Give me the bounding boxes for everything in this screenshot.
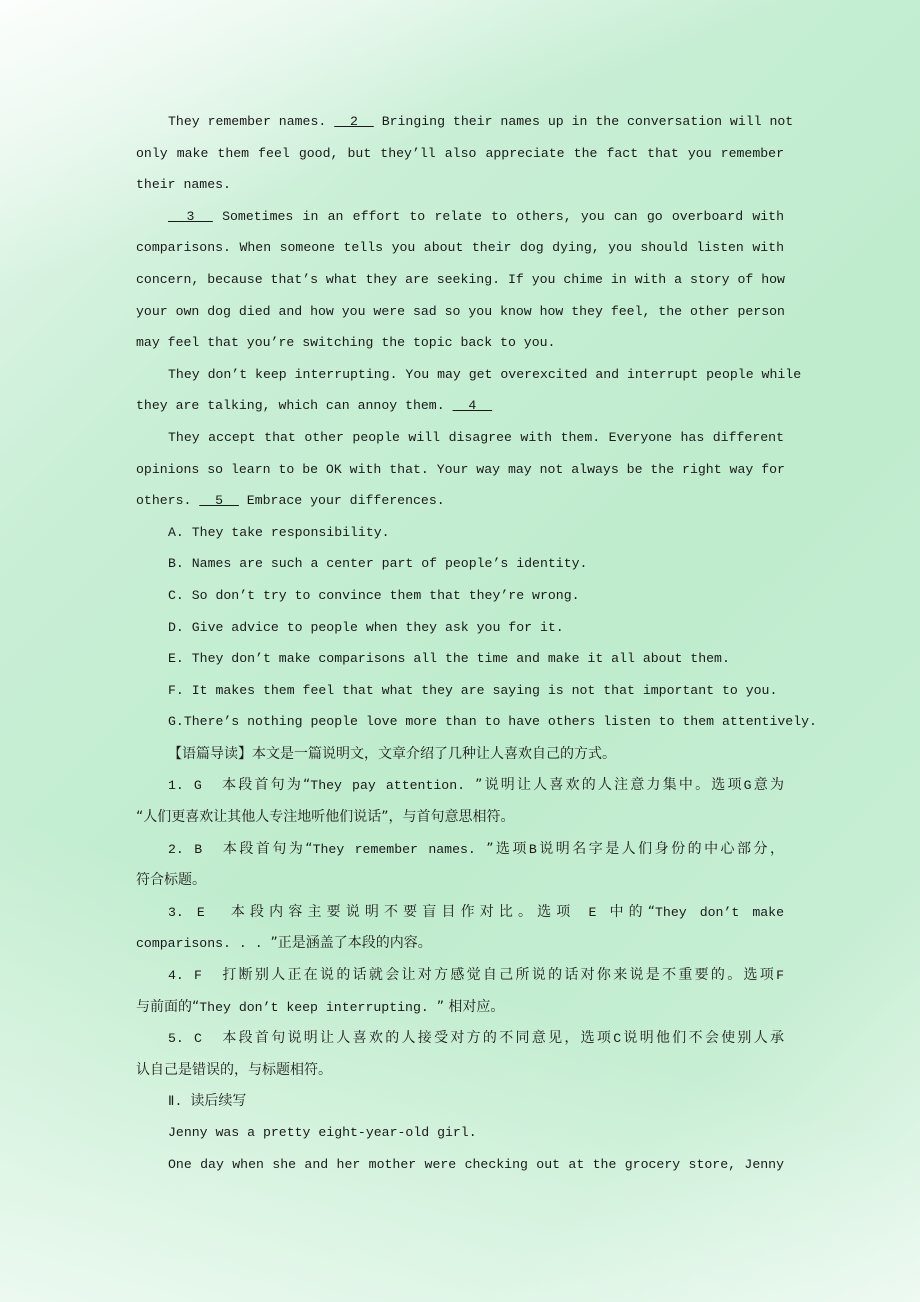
answer-blank: 3 xyxy=(168,208,213,224)
chinese-text: 中的“ xyxy=(609,903,656,920)
answer-blank: 5 xyxy=(199,493,239,509)
text-segment: F. It makes them feel that what they are saying is not that important to you. xyxy=(168,682,778,698)
chinese-text: 说明他们不会使别人承 xyxy=(621,1030,785,1047)
text-line xyxy=(136,206,784,238)
text-line xyxy=(136,838,784,870)
text-segment: only make them feel good, but they’ll also appreciate the fact that you remember xyxy=(136,145,784,161)
chinese-text: ”正是涵盖了本段的内容。 xyxy=(270,935,432,952)
chinese-text: 【语篇导读】本文是一篇说明文，文章介绍了几种让人喜欢自己的方式。 xyxy=(168,745,616,762)
text-segment: Jenny was a pretty eight-year-old girl. xyxy=(168,1125,477,1140)
text-line xyxy=(136,932,784,964)
text-line xyxy=(136,459,784,491)
text-segment: Embrace your differences. xyxy=(238,493,445,509)
chinese-text: 本段内容主要说明不要盲目作对比。选项 xyxy=(230,903,576,920)
text-line xyxy=(136,869,784,901)
text-line xyxy=(136,522,784,554)
text-segment: 2. B xyxy=(168,841,223,857)
text-line xyxy=(136,332,784,364)
text-segment: C. So don’t try to convince them that they’re wrong. xyxy=(168,587,580,603)
text-line xyxy=(136,617,784,649)
text-segment: G xyxy=(743,778,752,794)
chinese-text: 本段首句说明让人喜欢的人接受对方的不同意见，选项 xyxy=(222,1030,614,1047)
text-segment: 5. C xyxy=(168,1031,223,1047)
text-line xyxy=(136,901,784,933)
text-segment: Ⅱ. xyxy=(168,1094,191,1110)
chinese-text: “人们更喜欢让其他人专注地听他们说话”，与首句意思相符。 xyxy=(136,809,515,826)
chinese-text: ” 相对应。 xyxy=(436,998,505,1015)
text-line xyxy=(136,996,784,1028)
text-segment: They accept that other people will disagree with them. Everyone has different xyxy=(168,429,784,445)
text-line xyxy=(136,1027,784,1059)
text-segment: They don’t keep interrupting. You may get overexcited and interrupt people while xyxy=(168,366,802,382)
text-line xyxy=(136,648,784,680)
text-line xyxy=(136,490,784,522)
text-segment: They remember names. xyxy=(312,841,487,857)
answer-blank: 4 xyxy=(452,398,493,414)
text-line xyxy=(136,143,784,175)
text-segment: 1. G xyxy=(168,778,223,794)
chinese-text: 读后续写 xyxy=(190,1093,247,1110)
document-body xyxy=(136,111,817,1185)
text-segment: C xyxy=(613,1031,622,1047)
chinese-text: 符合标题。 xyxy=(136,872,206,889)
chinese-text: 说明名字是人们身份的中心部分， xyxy=(536,840,784,857)
text-line xyxy=(136,111,794,143)
text-line xyxy=(136,1059,784,1091)
text-line xyxy=(136,269,784,301)
text-segment: opinions so learn to be OK with that. Your way may not always be the right way for xyxy=(136,461,785,477)
text-line xyxy=(136,395,784,427)
text-segment: they are talking, which can annoy them. xyxy=(136,398,453,414)
text-segment: F xyxy=(776,968,784,984)
chinese-text: ”说明让人喜欢的人注意力集中。选项 xyxy=(475,777,744,794)
chinese-text: 认自己是错误的，与标题相符。 xyxy=(136,1061,332,1078)
text-line xyxy=(136,680,784,712)
text-segment: They don’t keep interrupting. xyxy=(199,999,437,1015)
chinese-text: 打断别人正在说的话就会让对方感觉自己所说的话对你来说是不重要的。选项 xyxy=(222,967,777,984)
text-line xyxy=(136,237,784,269)
text-segment: their names. xyxy=(136,177,231,193)
text-segment: A. They take responsibility. xyxy=(168,524,390,540)
text-line xyxy=(136,774,784,806)
text-segment: Bringing their names up in the conversation will not xyxy=(373,114,794,129)
text-segment: B. Names are such a center part of people’s identity. xyxy=(168,556,588,572)
text-line xyxy=(136,1122,784,1154)
chinese-text: 与前面的“ xyxy=(136,998,200,1015)
text-segment: concern, because that’s what they are seeking. If you chime in with a story of how xyxy=(136,271,785,287)
text-segment: They don’t make xyxy=(655,904,785,920)
text-segment: D. Give advice to people when they ask you for it. xyxy=(168,619,564,635)
text-line xyxy=(136,964,784,996)
chinese-text: 本段首句为“ xyxy=(222,777,311,794)
text-line xyxy=(136,301,784,333)
text-segment: comparisons. . . xyxy=(136,936,271,952)
text-line xyxy=(136,743,784,775)
text-segment: G.There’s nothing people love more than to have others listen to them attentively. xyxy=(168,714,817,730)
text-segment: others. xyxy=(136,493,200,509)
chinese-text: ”选项 xyxy=(486,840,529,857)
text-segment: your own dog died and how you were sad so you know how they feel, the other person xyxy=(136,303,785,319)
text-line xyxy=(136,553,784,585)
chinese-text: 本段首句为“ xyxy=(222,840,313,857)
text-segment: 3. E xyxy=(168,904,231,920)
text-segment: They pay attention. xyxy=(310,778,476,794)
text-segment: E xyxy=(575,904,610,920)
text-line xyxy=(136,1090,784,1122)
text-line xyxy=(136,364,802,396)
text-segment: One day when she and her mother were checking out at the grocery store, Jenny xyxy=(168,1156,784,1172)
answer-blank: 2 xyxy=(334,114,374,129)
text-segment: E. They don’t make comparisons all the time and make it all about them. xyxy=(168,651,730,667)
text-line xyxy=(136,585,784,617)
chinese-text: 意为 xyxy=(751,777,784,794)
text-line xyxy=(136,1154,784,1186)
text-segment: B xyxy=(528,841,537,857)
text-segment: 4. F xyxy=(168,968,223,984)
text-segment: They remember names. xyxy=(168,114,335,129)
text-segment: comparisons. When someone tells you about their dog dying, you should listen with xyxy=(136,240,784,256)
text-line xyxy=(136,711,817,743)
text-line xyxy=(136,806,784,838)
text-line xyxy=(136,174,784,206)
text-line xyxy=(136,427,784,459)
text-segment: may feel that you’re switching the topic back to you. xyxy=(136,335,556,351)
text-segment: Sometimes in an effort to relate to others, you can go overboard with xyxy=(212,208,784,224)
